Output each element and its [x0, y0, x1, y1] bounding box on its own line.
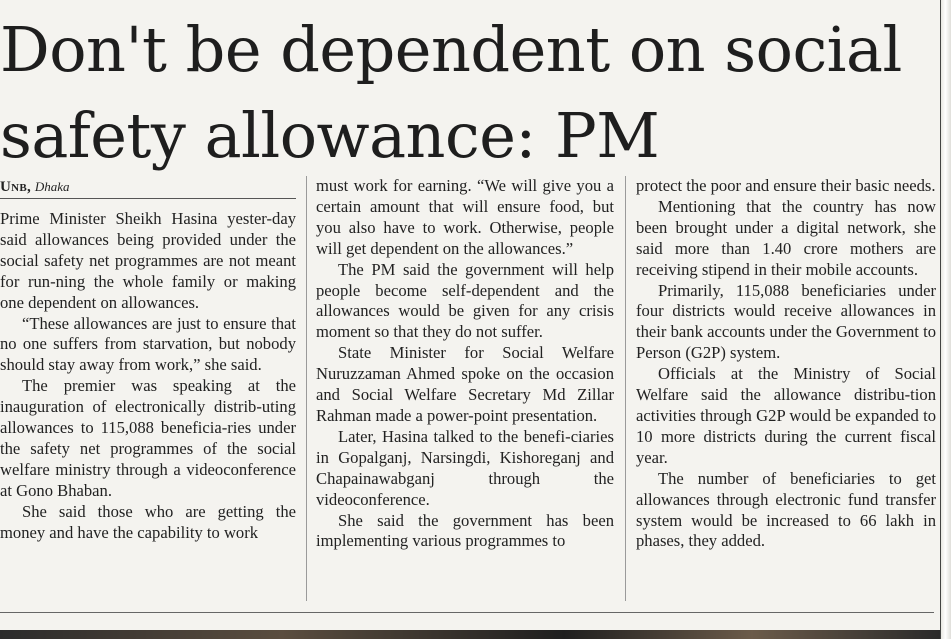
byline-place: Dhaka — [34, 179, 70, 194]
article-column-1 — [0, 176, 296, 544]
bottom-divider — [0, 612, 934, 613]
paragraph: She said the government has been implementing various programmes to — [316, 510, 614, 551]
byline — [0, 176, 296, 199]
article-column-3 — [636, 176, 936, 552]
paragraph: She said those who are getting the money and have the capability to work — [0, 501, 296, 542]
column-divider — [625, 176, 626, 601]
paragraph: The PM said the government will help people become self-dependent and the allowances would be given for any crisis moment so that they do not suffer. — [316, 259, 614, 342]
paragraph: protect the poor and ensure their basic needs. — [636, 176, 936, 195]
column-divider — [306, 176, 307, 601]
paragraph: “These allowances are just to ensure that no one suffers from starvation, but nobody should stay away from work,” she said. — [0, 313, 296, 375]
paragraph: The premier was speaking at the inauguration of electronically distrib-uting allowances to 115,088 beneficia-ries under the safety net programmes of the social welfare ministry through a videoconference at Gono Bhaban. — [0, 376, 296, 500]
paragraph: Prime Minister Sheikh Hasina yester-day said allowances being provided under the social safety net programmes are not meant for run-ning the whole family or making one dependent on allowances. — [0, 209, 296, 312]
paragraph: State Minister for Social Welfare Nuruzzaman Ahmed spoke on the occasion and Social Welfare Secretary Md Zillar Rahman made a power-point presentation. — [316, 343, 614, 425]
paragraph: must work for earning. “We will give you a certain amount that will ensure food, but you also have to work. Otherwise, people will get dependent on the allowances.” — [316, 176, 614, 258]
adjacent-content-strip — [0, 630, 940, 639]
article-column-2 — [316, 176, 614, 552]
page-edge — [940, 0, 951, 639]
headline-line-1: Don't be dependent on social — [0, 13, 902, 86]
headline-line-2: safety allowance: PM — [0, 99, 660, 172]
paragraph: The number of beneficiaries to get allowances through electronic fund transfer system would be increased to 66 lakh in phases, they added. — [636, 468, 936, 551]
headline — [0, 0, 945, 188]
paragraph: Officials at the Ministry of Social Welfare said the allowance distribu-tion activities through G2P would be expanded to 10 more districts during the current fiscal year. — [636, 364, 936, 467]
paragraph: Primarily, 115,088 beneficiaries under four districts would receive allowances in their bank accounts under the Government to Person (G2P) system. — [636, 280, 936, 363]
paragraph: Later, Hasina talked to the benefi-ciaries in Gopalganj, Narsingdi, Kishoreganj and Chapainawabganj through the videoconference. — [316, 426, 614, 509]
byline-agency: Unb, — [0, 179, 32, 195]
paragraph: Mentioning that the country has now been brought under a digital network, she said more than 1.40 crore mothers are receiving stipend in their mobile accounts. — [636, 196, 936, 279]
